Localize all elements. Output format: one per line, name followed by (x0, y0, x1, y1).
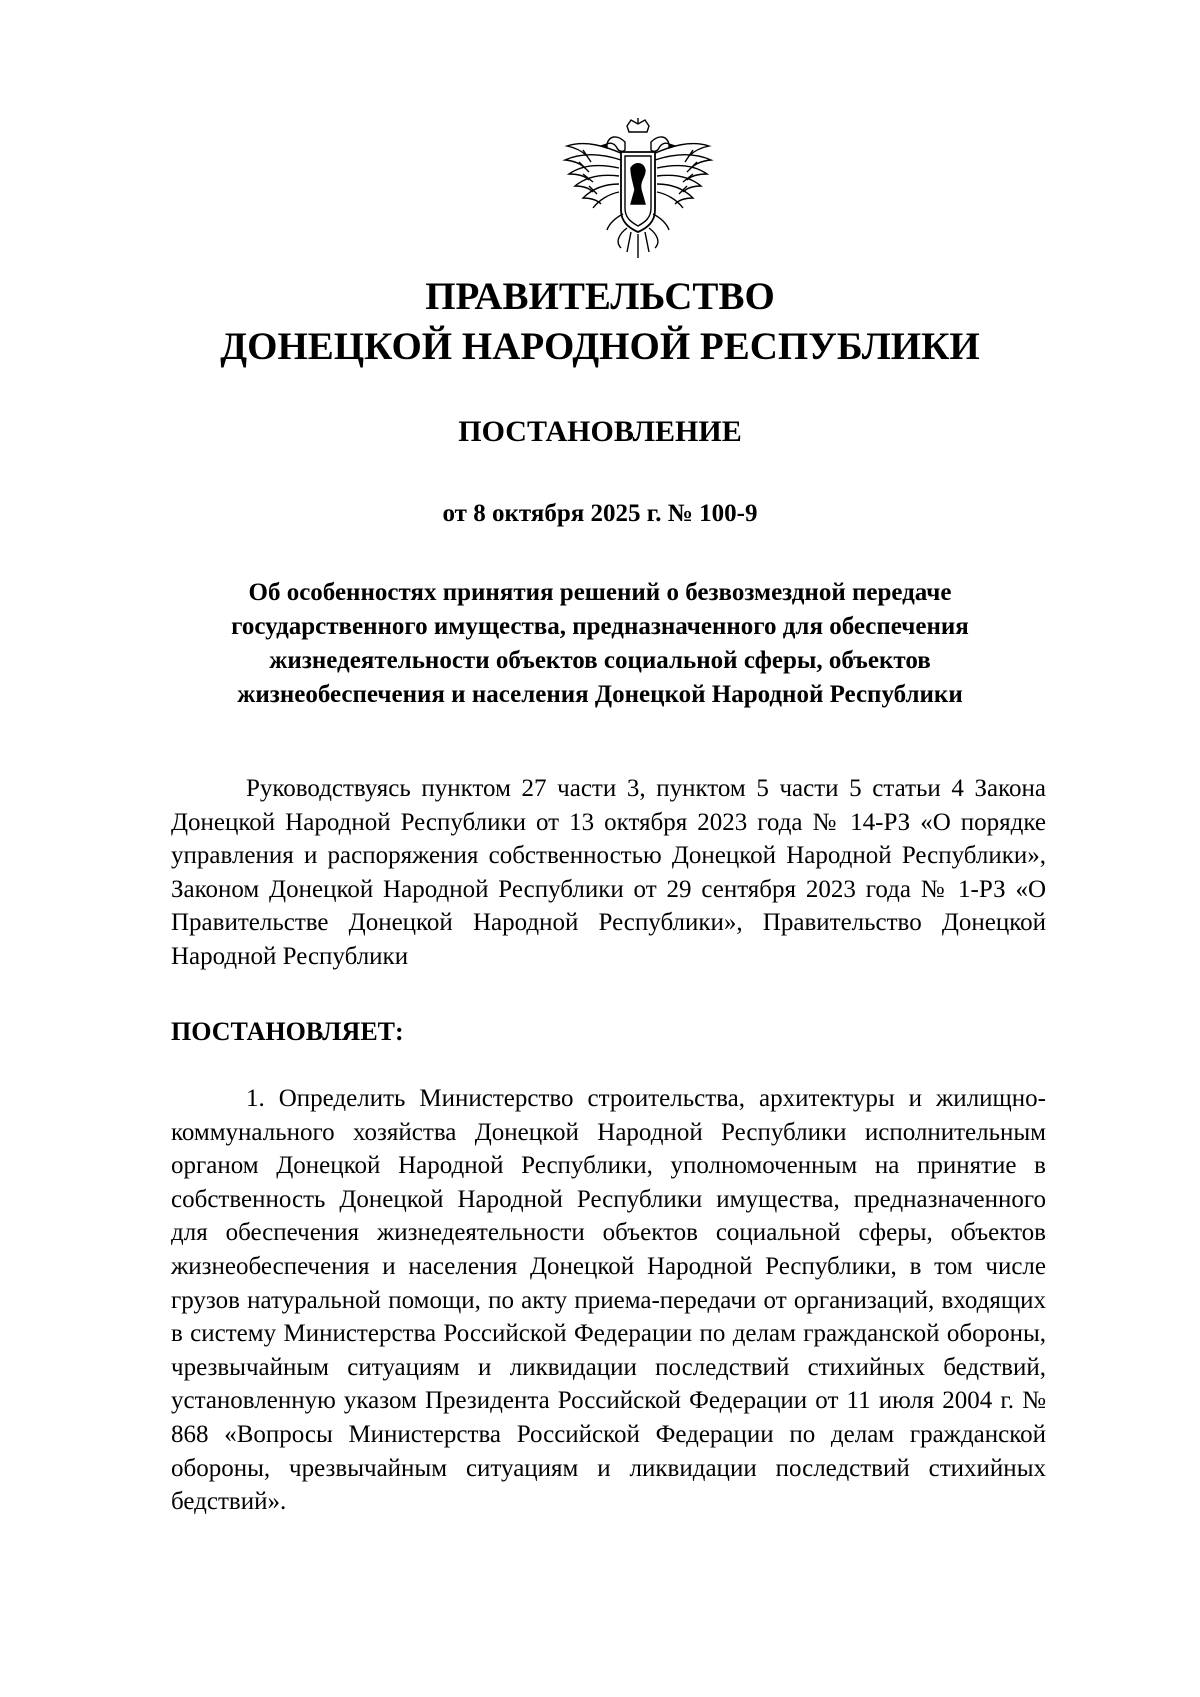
subject-line2: государственного имущества, предназначенного для обеспечения (231, 613, 969, 640)
document-type: ПОСТАНОВЛЕНИЕ (458, 415, 742, 448)
government-title-line1: ПРАВИТЕЛЬСТВО (425, 275, 775, 318)
item-1-paragraph: 1. Определить Министерство строительства, архитектуры и жилищно-коммунального хозяйства Донецкой Народной Республики исполнительным органом Донецкой Народной Республики, уполномоченным на принятие в собственность Донецкой Народной Республики имущества, предназначенного для обеспечения жизнедеятельности объектов социальной сферы, объектов жизнеобеспечения и населения Донецкой Народной Республики, в том числе грузов натуральной помощи, по акту приема-передачи от организаций, входящих в систему Министерства Российской Федерации по делам гражданской обороны, чрезвычайным ситуациям и ликвидации последствий стихийных бедствий, установленную указом Президента Российской Федерации от 11 июля 2004 г. № 868 «Вопросы Министерства Российской Федерации по делам гражданской обороны, чрезвычайным ситуациям и ликвидации последствий стихийных бедствий». (171, 1085, 1046, 1516)
double-headed-eagle-coat-of-arms-icon (561, 118, 715, 262)
subject-line4: жизнеобеспечения и населения Донецкой Народной Республики (237, 681, 963, 708)
government-title (160, 272, 1040, 372)
decree-word: ПОСТАНОВЛЯЕТ: (171, 1017, 404, 1046)
subject-line1: Об особенностях принятия решений о безвозмездной передаче (248, 579, 952, 606)
document-subject (160, 576, 1040, 712)
document-date-number: от 8 октября 2025 г. № 100-9 (442, 500, 758, 527)
preamble-paragraph: Руководствуясь пунктом 27 части 3, пунктом 5 части 5 статьи 4 Закона Донецкой Народной Республики от 13 октября 2023 года № 14-РЗ «О порядке управления и распоряжения собственностью Донецкой Народной Республики», Законом Донецкой Народной Республики от 29 сентября 2023 года № 1-РЗ «О Правительстве Донецкой Народной Республики», Правительство Донецкой Народной Республики (171, 775, 1046, 970)
subject-line3: жизнедеятельности объектов социальной сферы, объектов (269, 647, 931, 674)
government-title-line2: ДОНЕЦКОЙ НАРОДНОЙ РЕСПУБЛИКИ (220, 325, 980, 368)
